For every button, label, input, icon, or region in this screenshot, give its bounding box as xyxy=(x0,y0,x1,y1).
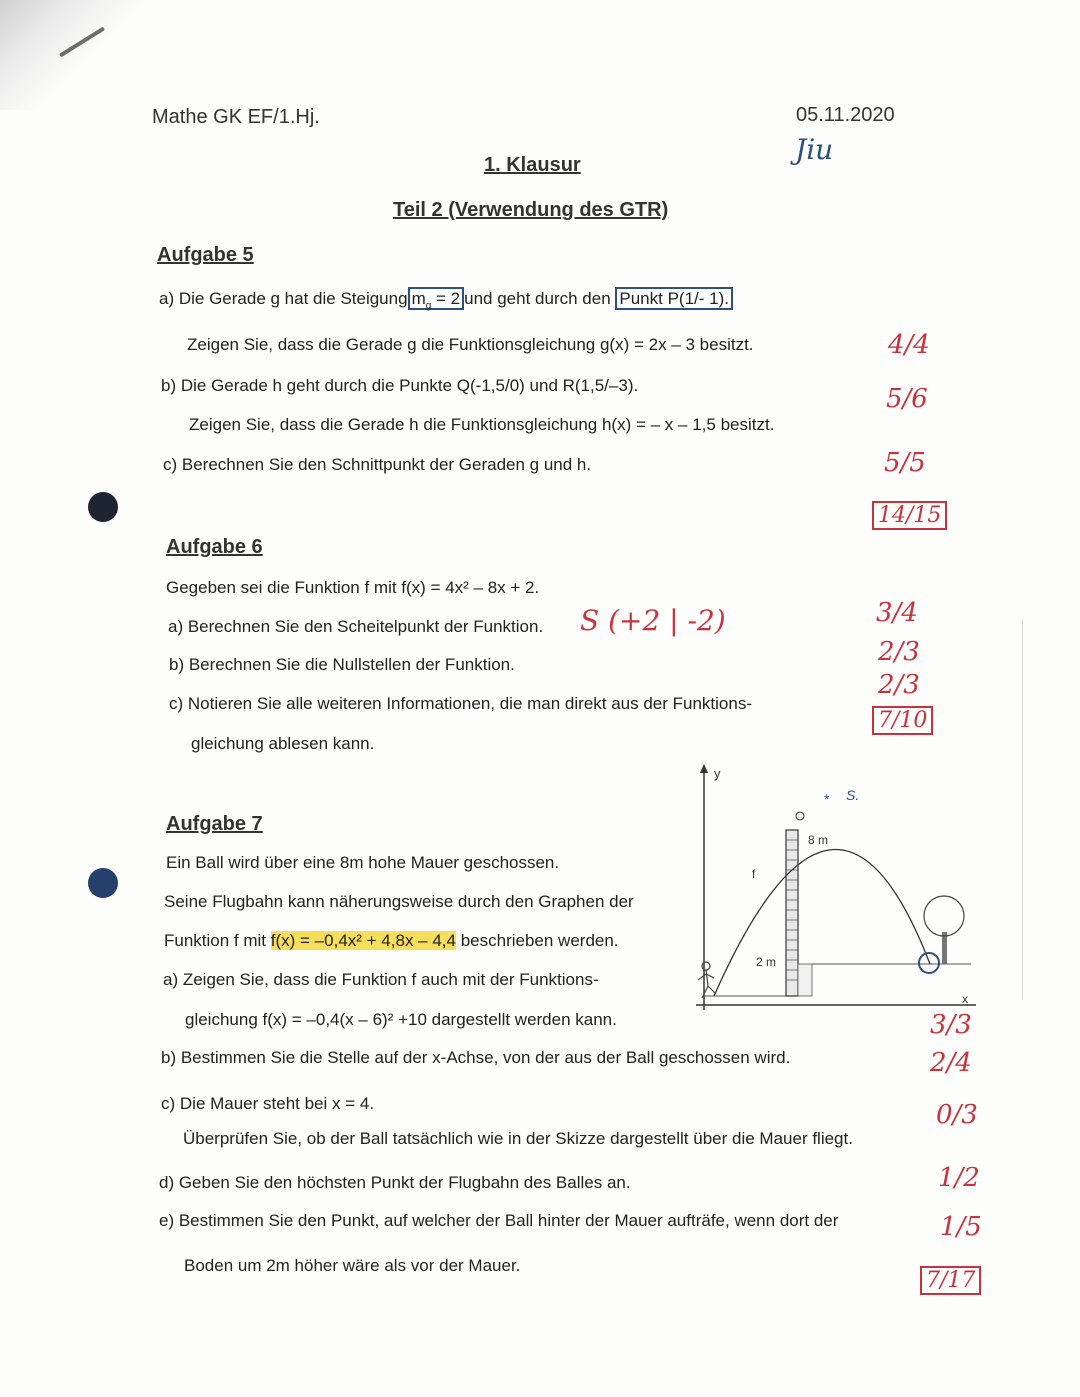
task-7-intro-2: Seine Flugbahn kann näherungsweise durch den Graphen der xyxy=(164,892,634,911)
ball-trajectory xyxy=(714,850,930,996)
score-7b: 2/4 xyxy=(930,1048,972,1078)
score-7-total: 7/17 xyxy=(920,1266,981,1295)
task-7b-text: b) Bestimmen Sie die Stelle auf der x-Achse, von der aus der Ball geschossen wird. xyxy=(161,1048,791,1067)
score-5a: 4/4 xyxy=(888,330,930,360)
task-7c-line2: Überprüfen Sie, ob der Ball tatsächlich wie in der Skizze dargestellt über die Mauer fliegt. xyxy=(183,1129,853,1148)
punch-hole-icon xyxy=(88,868,118,898)
task-6-heading: Aufgabe 6 xyxy=(166,536,263,558)
task-7-intro-3: Funktion f mit f(x) = –0,4x² + 4,8x – 4,4 beschrieben werden. xyxy=(164,931,619,950)
step-height-label: 2 m xyxy=(756,955,777,969)
student-signature: Jiu xyxy=(795,133,834,166)
task-7-heading: Aufgabe 7 xyxy=(166,813,263,835)
punch-hole-icon xyxy=(88,492,118,522)
y-axis-label: y xyxy=(714,766,721,781)
raised-step xyxy=(798,964,812,996)
task-7e-text: e) Bestimmen Sie den Punkt, auf welcher der Ball hinter der Mauer aufträfe, wenn dort der xyxy=(159,1211,839,1230)
score-6c: 2/3 xyxy=(878,670,920,700)
score-7c: 0/3 xyxy=(936,1100,978,1130)
task-6a-text: a) Berechnen Sie den Scheitelpunkt der Funktion. xyxy=(168,617,544,636)
task-5a-line2: Zeigen Sie, dass die Gerade g die Funktionsgleichung g(x) = 2x – 3 besitzt. xyxy=(187,335,754,354)
score-5b: 5/6 xyxy=(886,384,928,414)
course-label: Mathe GK EF/1.Hj. xyxy=(152,106,320,128)
score-5-total: 14/15 xyxy=(872,501,947,530)
trajectory-sketch xyxy=(686,760,986,1040)
wall-height-label: 8 m xyxy=(808,833,829,847)
score-7d: 1/2 xyxy=(938,1163,980,1193)
kicker-figure-icon xyxy=(698,962,716,998)
score-6-total: 7/10 xyxy=(872,706,933,735)
point-box: Punkt P(1/- 1). xyxy=(615,287,733,310)
wall xyxy=(786,830,798,996)
exam-subtitle: Teil 2 (Verwendung des GTR) xyxy=(393,199,669,221)
curve-label: f xyxy=(752,867,756,881)
task-7c-text: c) Die Mauer steht bei x = 4. xyxy=(161,1094,375,1113)
task-5b-line2: Zeigen Sie, dass die Gerade h die Funktionsgleichung h(x) = – x – 1,5 besitzt. xyxy=(189,415,775,434)
task-7d-text: d) Geben Sie den höchsten Punkt der Flugbahn des Balles an. xyxy=(159,1173,631,1192)
task-7-intro-1: Ein Ball wird über eine 8m hohe Mauer geschossen. xyxy=(166,853,560,872)
apex-label: S. xyxy=(846,787,860,803)
vertex-answer: S (+2 | -2) xyxy=(580,604,726,637)
slope-box: $m_g = 2$ xyxy=(408,287,465,310)
task-6c-text: c) Notieren Sie alle weiteren Informationen, die man direkt aus der Funktions- xyxy=(169,694,753,713)
task-5b-text: b) Die Gerade h geht durch die Punkte Q(-1,5/0) und R(1,5/–3). xyxy=(161,376,639,395)
score-7e: 1/5 xyxy=(940,1212,982,1242)
x-axis-label: x xyxy=(962,992,968,1006)
margin-line xyxy=(1022,620,1023,1000)
tree-trunk-icon xyxy=(942,932,947,964)
ball-icon xyxy=(796,812,804,820)
exam-title: 1. Klausur xyxy=(484,154,581,176)
task-5a-text: a) Die Gerade g hat die Steigung $m_g = 2$ und geht durch den Punkt P(1/- 1). xyxy=(159,288,733,317)
task-6c-line2: gleichung ablesen kann. xyxy=(191,734,375,753)
exam-date: 05.11.2020 xyxy=(796,104,895,126)
task-7a-line2: gleichung f(x) = –0,4(x – 6)² +10 dargestellt werden kann. xyxy=(185,1010,617,1029)
task-5c-text: c) Berechnen Sie den Schnittpunkt der Geraden g und h. xyxy=(163,455,592,474)
score-6a: 3/4 xyxy=(876,598,918,628)
score-7a: 3/3 xyxy=(930,1010,972,1040)
task-6-intro: Gegeben sei die Funktion f mit f(x) = 4x² – 8x + 2. xyxy=(166,578,540,597)
task-5-heading: Aufgabe 5 xyxy=(157,244,254,266)
score-6b: 2/3 xyxy=(878,637,920,667)
highlighted-function: f(x) = –0,4x² + 4,8x – 4,4 xyxy=(270,931,456,950)
y-axis-arrow-icon xyxy=(700,764,708,773)
scan-shadow xyxy=(0,0,140,110)
task-7a-text: a) Zeigen Sie, dass die Funktion f auch mit der Funktions- xyxy=(163,970,599,989)
task-6b-text: b) Berechnen Sie die Nullstellen der Funktion. xyxy=(169,655,515,674)
tree-crown-icon xyxy=(924,896,964,936)
apex-marker-icon: * xyxy=(824,791,830,807)
score-5c: 5/5 xyxy=(884,448,926,478)
task-7e-line2: Boden um 2m höher wäre als vor der Mauer. xyxy=(184,1256,521,1275)
